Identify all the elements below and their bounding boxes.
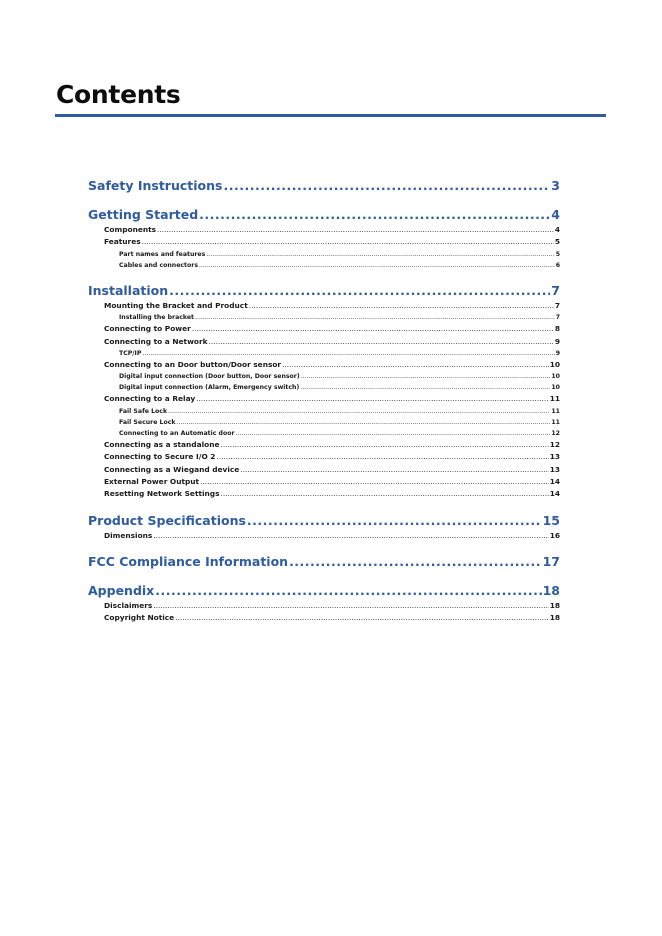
toc-entry-label: Copyright Notice <box>104 613 175 623</box>
toc-entry-label: Resetting Network Settings <box>104 489 220 499</box>
toc-page-number: 14 <box>549 489 560 499</box>
toc-entry-level-3[interactable] <box>88 348 560 359</box>
toc-entry-label: Connecting to Power <box>104 324 191 334</box>
toc-page-number: 15 <box>542 512 560 528</box>
dot-leader <box>142 348 554 359</box>
toc-page-number: 16 <box>549 530 560 540</box>
toc-entry-label: Connecting to Secure I/O 2 <box>104 452 216 462</box>
toc-entry-label: Connecting as a standalone <box>104 439 220 449</box>
toc-entry-level-3[interactable] <box>88 260 560 271</box>
toc-page-number: 18 <box>549 613 560 623</box>
toc-entry-level-2[interactable] <box>88 476 560 488</box>
toc-entry-level-3[interactable] <box>88 417 560 428</box>
toc-entry-label: Disclaimers <box>104 601 153 611</box>
toc-entry-level-2[interactable] <box>88 488 560 500</box>
dot-leader <box>195 312 555 323</box>
toc-entry-label: Installation <box>88 282 169 298</box>
toc-entry-label: Digital input connection (Door button, Door sensor) <box>119 373 300 381</box>
dot-leader <box>153 600 548 612</box>
toc-page-number: 6 <box>555 261 560 269</box>
toc-entry-level-3[interactable] <box>88 371 560 382</box>
toc-page-number: 12 <box>549 439 560 449</box>
toc-page-number: 9 <box>555 349 560 357</box>
page-title: Contents <box>56 80 181 109</box>
toc-entry-label: FCC Compliance Information <box>88 554 289 570</box>
dot-leader <box>209 336 554 348</box>
toc-entry-label: Fail Secure Lock <box>119 418 176 426</box>
dot-leader <box>220 439 548 451</box>
dot-leader <box>249 300 554 312</box>
toc-entry-label: Mounting the Bracket and Product <box>104 300 248 310</box>
toc-entry-level-2[interactable] <box>88 393 560 405</box>
toc-page-number: 13 <box>549 464 560 474</box>
toc-page-number: 10 <box>551 373 560 381</box>
toc-entry-label: Product Specifications <box>88 512 246 528</box>
dot-leader <box>206 249 554 260</box>
section-spacer <box>88 271 560 281</box>
toc-entry-label: Connecting to a Network <box>104 336 208 346</box>
toc-entry-label: Components <box>104 225 157 234</box>
toc-entry-label: External Power Output <box>104 476 200 486</box>
toc-entry-label: Connecting to an Door button/Door sensor <box>104 359 282 369</box>
toc-entry-level-2[interactable] <box>88 323 560 335</box>
dot-leader <box>300 382 550 393</box>
toc-page-number: 14 <box>549 476 560 486</box>
toc-entry-level-2[interactable] <box>88 600 560 612</box>
dot-leader <box>221 488 549 500</box>
toc-entry-label: Connecting to a Relay <box>104 394 196 404</box>
toc-entry-label: TCP/IP <box>119 349 142 357</box>
toc-entry-label: Appendix <box>88 583 155 599</box>
toc-entry-level-2[interactable] <box>88 236 560 248</box>
toc-page-number: 7 <box>551 282 560 298</box>
dot-leader <box>157 224 554 236</box>
toc-entry-label: Getting Started <box>88 207 199 222</box>
dot-leader <box>196 393 549 405</box>
toc-page-number: 10 <box>551 384 560 392</box>
section-spacer <box>88 542 560 552</box>
toc-page-number: 4 <box>551 207 560 222</box>
toc-entry-level-1[interactable] <box>88 205 560 224</box>
toc-page-number: 18 <box>542 583 560 599</box>
toc-page-number: 11 <box>549 394 560 404</box>
dot-leader <box>168 406 550 417</box>
toc-entry-level-3[interactable] <box>88 312 560 323</box>
toc-entry-level-1[interactable] <box>88 281 560 300</box>
toc-page-number: 12 <box>551 429 560 437</box>
table-of-contents <box>88 176 560 625</box>
toc-entry-level-3[interactable] <box>88 249 560 260</box>
section-spacer <box>88 571 560 581</box>
dot-leader <box>289 552 542 571</box>
toc-entry-label: Part names and features <box>119 250 206 258</box>
toc-page-number: 4 <box>554 225 560 234</box>
toc-entry-level-2[interactable] <box>88 451 560 463</box>
toc-entry-label: Cables and connectors <box>119 261 198 269</box>
dot-leader <box>200 476 549 488</box>
toc-page-number: 18 <box>549 601 560 611</box>
dot-leader <box>247 511 542 530</box>
toc-page-number: 11 <box>551 407 560 415</box>
dot-leader <box>153 530 548 542</box>
toc-entry-level-2[interactable] <box>88 336 560 348</box>
toc-entry-level-2[interactable] <box>88 464 560 476</box>
toc-entry-level-2[interactable] <box>88 359 560 371</box>
dot-leader <box>301 371 551 382</box>
toc-entry-level-1[interactable] <box>88 581 560 600</box>
toc-page-number: 7 <box>555 314 560 322</box>
toc-page-number: 11 <box>551 418 560 426</box>
toc-page-number: 5 <box>554 237 560 247</box>
dot-leader <box>236 428 551 439</box>
dot-leader <box>177 417 551 428</box>
toc-entry-label: Fail Safe Lock <box>119 407 168 415</box>
dot-leader <box>223 176 550 195</box>
dot-leader <box>155 581 541 600</box>
title-rule <box>55 114 606 117</box>
dot-leader <box>216 451 548 463</box>
toc-entry-label: Digital input connection (Alarm, Emergency switch) <box>119 384 300 392</box>
toc-entry-level-2[interactable] <box>88 439 560 451</box>
section-spacer <box>88 195 560 205</box>
dot-leader <box>192 323 554 335</box>
toc-entry-level-1[interactable] <box>88 552 560 571</box>
toc-entry-label: Features <box>104 237 141 247</box>
dot-leader <box>240 464 548 476</box>
toc-page-number: 10 <box>549 359 560 369</box>
toc-page-number: 17 <box>542 554 560 570</box>
dot-leader <box>175 612 549 624</box>
toc-entry-level-1[interactable] <box>88 176 560 195</box>
toc-page-number: 5 <box>555 250 560 258</box>
dot-leader <box>169 281 550 300</box>
dot-leader <box>199 205 550 224</box>
toc-entry-label: Dimensions <box>104 530 153 540</box>
dot-leader <box>142 236 554 248</box>
section-spacer <box>88 501 560 511</box>
toc-page-number: 9 <box>554 336 560 346</box>
toc-entry-label: Connecting as a Wiegand device <box>104 464 240 474</box>
toc-entry-level-1[interactable] <box>88 511 560 530</box>
toc-entry-label: Installing the bracket <box>119 314 195 322</box>
toc-entry-level-2[interactable] <box>88 612 560 624</box>
dot-leader <box>199 260 555 271</box>
dot-leader <box>282 359 549 371</box>
toc-page-number: 3 <box>551 178 560 193</box>
toc-entry-level-3[interactable] <box>88 382 560 393</box>
toc-entry-label: Connecting to an Automatic door <box>119 429 235 437</box>
toc-entry-level-2[interactable] <box>88 300 560 312</box>
toc-page-number: 8 <box>554 324 560 334</box>
toc-page-number: 7 <box>554 300 560 310</box>
toc-entry-level-3[interactable] <box>88 428 560 439</box>
toc-entry-level-2[interactable] <box>88 530 560 542</box>
toc-entry-label: Safety Instructions <box>88 178 223 193</box>
toc-entry-level-2[interactable] <box>88 224 560 236</box>
toc-page-number: 13 <box>549 452 560 462</box>
toc-entry-level-3[interactable] <box>88 406 560 417</box>
